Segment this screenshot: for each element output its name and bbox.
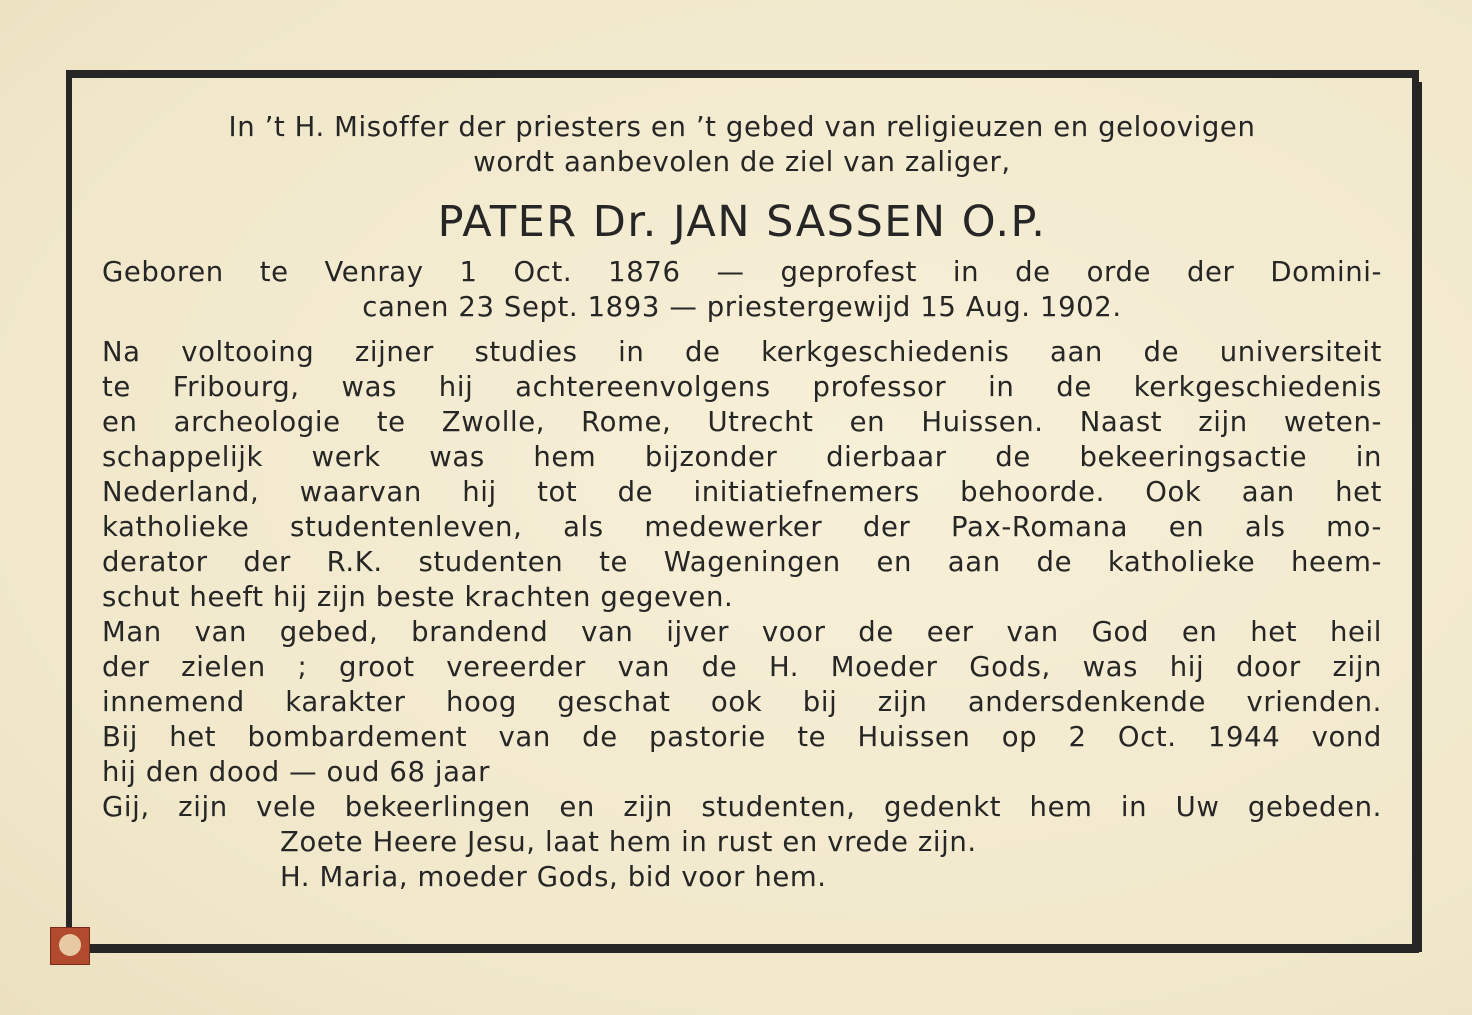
body-line: Nederland, waarvan hij tot de initiatiefnemers behoorde. Ook aan het (102, 476, 1382, 508)
body-line: Na voltooing zijner studies in de kerkgeschiedenis aan de universiteit (102, 336, 1382, 368)
body-line: hij den dood — oud 68 jaar (102, 756, 490, 788)
body-line: katholieke studentenleven, als medewerker der Pax-Romana en als mo- (102, 511, 1382, 543)
prayer-line: Zoete Heere Jesu, laat hem in rust en vrede zijn. (280, 826, 977, 858)
intro-line: In ’t H. Misoffer der priesters en ’t gebed van religieuzen en geloovigen (228, 111, 1256, 143)
card-text (102, 110, 1382, 895)
body-line: innemend karakter hoog geschat ook bij zijn andersdenkende vrienden. (102, 686, 1382, 718)
watermark-logo (50, 927, 90, 965)
body-line: en archeologie te Zwolle, Rome, Utrecht en Huissen. Naast zijn weten- (102, 406, 1382, 438)
intro-line: wordt aanbevolen de ziel van zaliger, (473, 146, 1011, 178)
deceased-name: PATER Dr. JAN SASSEN O.P. (437, 197, 1047, 247)
body-line: Man van gebed, brandend van ijver voor de eer van God en het heil (102, 616, 1382, 648)
body-line: Gij, zijn vele bekeerlingen en zijn studenten, gedenkt hem in Uw gebeden. (102, 791, 1382, 823)
dates-line: canen 23 Sept. 1893 — priestergewijd 15 Aug. 1902. (362, 291, 1122, 323)
body-line: te Fribourg, was hij achtereenvolgens professor in de kerkgeschiedenis (102, 371, 1382, 403)
body-line: derator der R.K. studenten te Wageningen en aan de katholieke heem- (102, 546, 1382, 578)
prayer-line: H. Maria, moeder Gods, bid voor hem. (280, 861, 827, 893)
body-line: schut heeft hij zijn beste krachten gegeven. (102, 581, 734, 613)
body-line: schappelijk werk was hem bijzonder dierbaar de bekeeringsactie in (102, 441, 1382, 473)
dates-line: Geboren te Venray 1 Oct. 1876 — geprofest in de orde der Domini- (102, 256, 1382, 288)
body-line: der zielen ; groot vereerder van de H. Moeder Gods, was hij door zijn (102, 651, 1382, 683)
body-line: Bij het bombardement van de pastorie te Huissen op 2 Oct. 1944 vond (102, 721, 1382, 753)
